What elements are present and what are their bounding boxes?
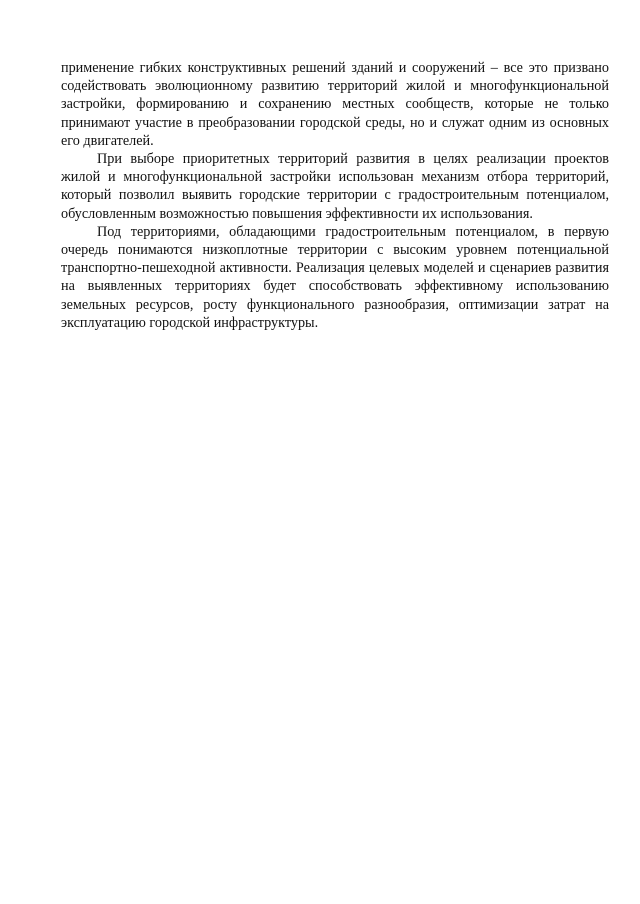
paragraph-priority-territories: При выборе приоритетных территорий развития в целях реализации проектов жилой и многофункциональной застройки использован механизм отбора территорий, который позволил выявить городские территории с градостроительным потенциалом, обусловленным возможностью повышения эффективности их использования.	[61, 151, 609, 222]
document-page	[61, 59, 609, 332]
paragraph-continuation: применение гибких конструктивных решений зданий и сооружений – все это призвано содействовать эволюционному развитию территорий жилой и многофункциональной застройки, формированию и сохранению местных сообществ, которые не только принимают участие в преобразовании городской среды, но и служат одним из основных его двигателей.	[61, 60, 609, 149]
paragraph-urban-potential: Под территориями, обладающими градостроительным потенциалом, в первую очередь понимаются низкоплотные территории с высоким уровнем потенциальной транспортно-пешеходной активности. Реализация целевых моделей и сценариев развития на выявленных территориях будет способствовать эффективному использованию земельных ресурсов, росту функционального разнообразия, оптимизации затрат на эксплуатацию городской инфраструктуры.	[61, 223, 609, 331]
